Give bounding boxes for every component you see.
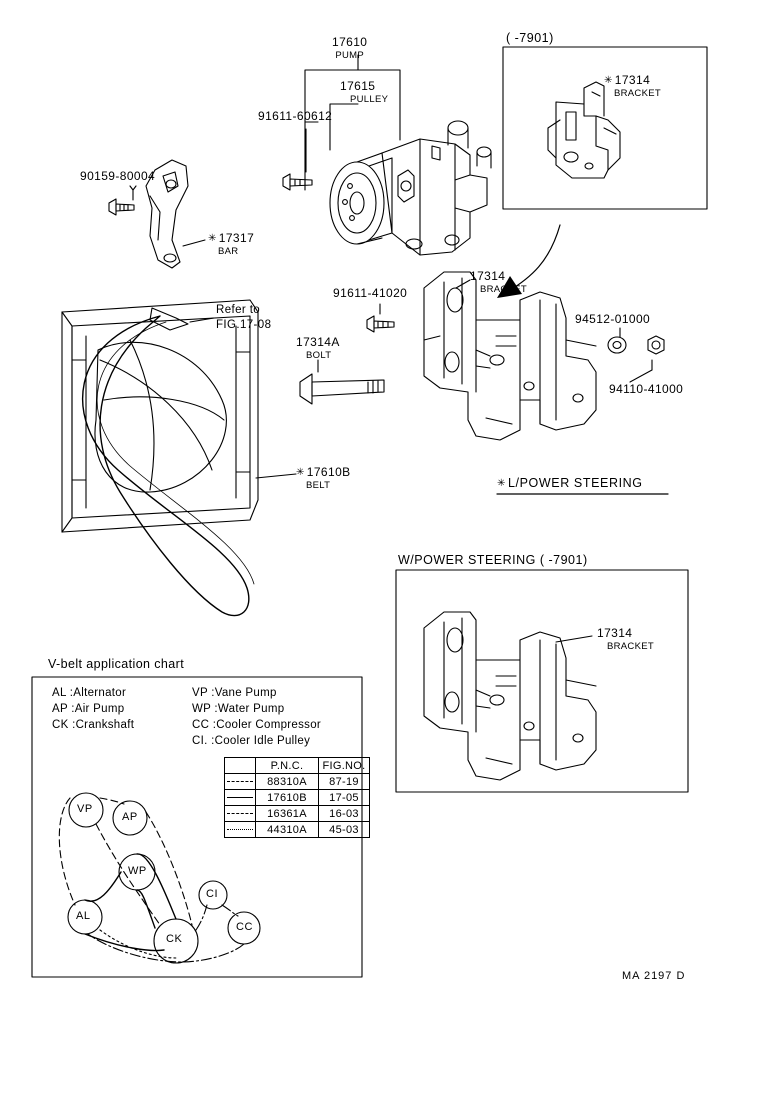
inset-top-title: ( -7901) — [506, 31, 554, 45]
fig-value: 45-03 — [319, 822, 370, 838]
callout-pump: 17610 PUMP — [332, 35, 368, 61]
callout-bracket-bolt: 91611-41020 — [333, 286, 408, 300]
l-power-steering-note: ✳ L/POWER STEERING — [497, 476, 643, 490]
table-header-pnc: P.N.C. — [256, 758, 319, 774]
pulley-label-ap: AP — [122, 811, 138, 823]
pnc-table — [224, 757, 370, 838]
legend-item: CC :Cooler Compressor — [192, 719, 322, 731]
pnc-value: 17610B — [256, 790, 319, 806]
pnc-value: 44310A — [256, 822, 319, 838]
chart-legend-left — [52, 685, 134, 733]
line-style-swatch — [225, 774, 256, 790]
fig-value: 17-05 — [319, 790, 370, 806]
table-header-style — [225, 758, 256, 774]
callout-pump-bolt: 91611-60612 — [258, 109, 333, 123]
pulley-label-ci: CI — [206, 888, 218, 900]
fig-value: 16-03 — [319, 806, 370, 822]
pulley-label-cc: CC — [236, 921, 253, 933]
table-header-row — [225, 758, 370, 774]
chart-title: V-belt application chart — [48, 657, 185, 671]
line-style-swatch — [225, 806, 256, 822]
legend-item: AP :Air Pump — [52, 703, 125, 715]
refer-to-note: Refer to FIG.17-08 — [216, 304, 272, 331]
line-style-swatch — [225, 822, 256, 838]
callout-bracket-main: 17314 BRACKET — [470, 269, 527, 295]
legend-item: CI. :Cooler Idle Pulley — [192, 735, 311, 747]
callout-bar-bolt: 90159-80004 — [80, 169, 156, 183]
pulley-label-wp: WP — [128, 865, 147, 877]
pnc-value: 88310A — [256, 774, 319, 790]
table-row — [225, 806, 370, 822]
pnc-value: 16361A — [256, 806, 319, 822]
table-row — [225, 774, 370, 790]
wps-box — [396, 570, 688, 792]
fig-value: 87-19 — [319, 774, 370, 790]
callout-bar: ✳ 17317 BAR — [208, 232, 254, 258]
legend-item: WP :Water Pump — [192, 703, 285, 715]
legend-item: CK :Crankshaft — [52, 719, 135, 731]
callout-bracket-inset: ✳ 17314 BRACKET — [604, 74, 661, 100]
callout-bracket-wps: 17314 BRACKET — [597, 626, 654, 652]
line-style-swatch — [225, 790, 256, 806]
table-row — [225, 822, 370, 838]
pulley-label-vp: VP — [77, 803, 93, 815]
legend-item: AL :Alternator — [52, 687, 127, 699]
table-header-fig: FIG.NO. — [319, 758, 370, 774]
callout-washer: 94512-01000 — [575, 312, 651, 326]
callout-belt: ✳ 17610B BELT — [296, 466, 351, 492]
wps-box-title: W/POWER STEERING ( -7901) — [398, 553, 588, 567]
pulley-label-ck: CK — [166, 933, 183, 945]
legend-item: VP :Vane Pump — [192, 687, 277, 699]
chart-legend-right — [192, 685, 321, 749]
table-row — [225, 790, 370, 806]
callout-nut: 94110-41000 — [609, 382, 684, 396]
callout-adjust-bolt: 17314A BOLT — [296, 335, 340, 361]
pulley-label-al: AL — [76, 910, 91, 922]
callout-pulley: 17615 PULLEY — [340, 79, 389, 105]
footer-code: MA 2197 D — [622, 970, 686, 982]
